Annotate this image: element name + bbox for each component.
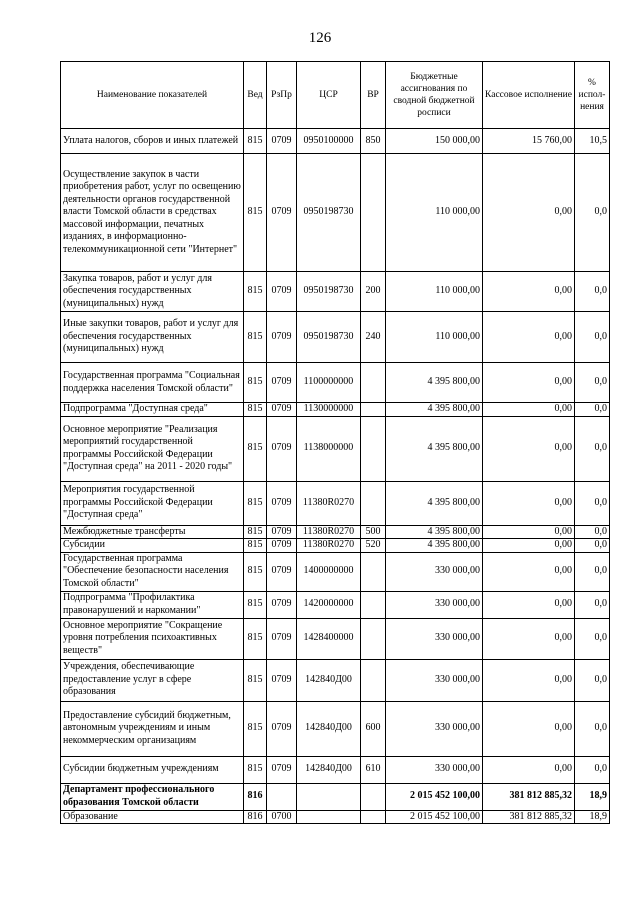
cell-plan: 330 000,00 [386, 618, 483, 659]
cell-fact: 0,00 [483, 701, 575, 756]
table-row [61, 810, 610, 824]
cell-fact: 0,00 [483, 403, 575, 417]
cell-ved: 815 [244, 481, 267, 525]
cell-rzpr: 0709 [267, 481, 297, 525]
cell-csr: 1130000000 [297, 403, 361, 417]
cell-rzpr: 0709 [267, 618, 297, 659]
cell-pct: 0,0 [575, 154, 610, 272]
cell-csr: 0950100000 [297, 129, 361, 154]
cell-pct: 0,0 [575, 618, 610, 659]
cell-csr: 1100000000 [297, 363, 361, 403]
cell-rzpr: 0709 [267, 659, 297, 701]
cell-csr: 11380R0270 [297, 539, 361, 553]
cell-vr [361, 403, 386, 417]
cell-fact: 0,00 [483, 552, 575, 591]
cell-vr: 240 [361, 312, 386, 363]
table-row [61, 154, 610, 272]
cell-name: Уплата налогов, сборов и иных платежей [61, 129, 244, 154]
cell-vr [361, 810, 386, 824]
cell-plan: 110 000,00 [386, 154, 483, 272]
cell-rzpr: 0709 [267, 403, 297, 417]
cell-fact: 381 812 885,32 [483, 783, 575, 810]
cell-pct: 0,0 [575, 481, 610, 525]
header-vr: ВР [361, 62, 386, 129]
header-csr: ЦСР [297, 62, 361, 129]
cell-pct: 10,5 [575, 129, 610, 154]
cell-ved: 816 [244, 783, 267, 810]
cell-plan: 4 395 800,00 [386, 481, 483, 525]
cell-ved: 815 [244, 552, 267, 591]
cell-plan: 4 395 800,00 [386, 403, 483, 417]
table-row [61, 539, 610, 553]
cell-rzpr: 0709 [267, 539, 297, 553]
cell-ved: 815 [244, 416, 267, 481]
cell-rzpr: 0709 [267, 363, 297, 403]
cell-name: Основное мероприятие "Реализация мероприятий государственной программы Российской Федерации "Доступная среда" на 2011 - 2020 годы" [61, 416, 244, 481]
cell-ved: 815 [244, 701, 267, 756]
cell-vr [361, 783, 386, 810]
table-row [61, 618, 610, 659]
cell-fact: 0,00 [483, 618, 575, 659]
table-row [61, 783, 610, 810]
table-row [61, 416, 610, 481]
cell-name: Субсидии [61, 539, 244, 553]
cell-plan: 330 000,00 [386, 552, 483, 591]
cell-ved: 815 [244, 129, 267, 154]
cell-pct: 0,0 [575, 416, 610, 481]
header-ved: Вед [244, 62, 267, 129]
table-row [61, 481, 610, 525]
cell-plan: 2 015 452 100,00 [386, 810, 483, 824]
cell-rzpr: 0709 [267, 701, 297, 756]
cell-fact: 0,00 [483, 363, 575, 403]
budget-execution-table [60, 61, 610, 824]
cell-csr [297, 810, 361, 824]
cell-plan: 330 000,00 [386, 659, 483, 701]
cell-plan: 4 395 800,00 [386, 363, 483, 403]
cell-vr [361, 416, 386, 481]
cell-csr: 142840Д00 [297, 701, 361, 756]
cell-name: Основное мероприятие "Сокращение уровня потребления психоактивных веществ" [61, 618, 244, 659]
cell-rzpr: 0709 [267, 129, 297, 154]
cell-ved: 815 [244, 756, 267, 783]
cell-pct: 18,9 [575, 810, 610, 824]
cell-rzpr: 0709 [267, 416, 297, 481]
cell-pct: 0,0 [575, 272, 610, 312]
cell-pct: 0,0 [575, 312, 610, 363]
cell-fact: 0,00 [483, 756, 575, 783]
cell-ved: 815 [244, 539, 267, 553]
cell-pct: 0,0 [575, 659, 610, 701]
cell-plan: 2 015 452 100,00 [386, 783, 483, 810]
cell-fact: 15 760,00 [483, 129, 575, 154]
cell-pct: 18,9 [575, 783, 610, 810]
cell-csr: 1138000000 [297, 416, 361, 481]
cell-vr: 200 [361, 272, 386, 312]
cell-name: Предоставление субсидий бюджетным, автономным учреждениям и иным некоммерческим организациям [61, 701, 244, 756]
cell-plan: 330 000,00 [386, 591, 483, 618]
cell-plan: 4 395 800,00 [386, 416, 483, 481]
table-row [61, 403, 610, 417]
cell-name: Субсидии бюджетным учреждениям [61, 756, 244, 783]
cell-pct: 0,0 [575, 756, 610, 783]
header-pct: % испол-нения [575, 62, 610, 129]
cell-rzpr [267, 783, 297, 810]
cell-fact: 0,00 [483, 416, 575, 481]
cell-name: Мероприятия государственной программы Российской Федерации "Доступная среда" [61, 481, 244, 525]
cell-plan: 110 000,00 [386, 312, 483, 363]
cell-vr [361, 481, 386, 525]
cell-ved: 816 [244, 810, 267, 824]
header-plan: Бюджетные ассигнования по сводной бюджетной росписи [386, 62, 483, 129]
cell-vr: 600 [361, 701, 386, 756]
cell-rzpr: 0709 [267, 525, 297, 539]
cell-pct: 0,0 [575, 591, 610, 618]
cell-ved: 815 [244, 591, 267, 618]
cell-csr: 142840Д00 [297, 659, 361, 701]
cell-plan: 330 000,00 [386, 756, 483, 783]
cell-csr: 0950198730 [297, 154, 361, 272]
cell-name: Подпрограмма "Доступная среда" [61, 403, 244, 417]
cell-csr: 0950198730 [297, 272, 361, 312]
table-row [61, 552, 610, 591]
cell-name: Образование [61, 810, 244, 824]
cell-pct: 0,0 [575, 363, 610, 403]
cell-name: Государственная программа "Обеспечение безопасности населения Томской области" [61, 552, 244, 591]
cell-csr: 142840Д00 [297, 756, 361, 783]
cell-csr: 11380R0270 [297, 481, 361, 525]
header-name: Наименование показателей [61, 62, 244, 129]
header-fact: Кассовое исполнение [483, 62, 575, 129]
cell-plan: 150 000,00 [386, 129, 483, 154]
cell-rzpr: 0700 [267, 810, 297, 824]
cell-name: Учреждения, обеспечивающие предоставление услуг в сфере образования [61, 659, 244, 701]
table-row [61, 312, 610, 363]
table-row [61, 659, 610, 701]
cell-pct: 0,0 [575, 701, 610, 756]
cell-rzpr: 0709 [267, 591, 297, 618]
cell-fact: 381 812 885,32 [483, 810, 575, 824]
table-row [61, 129, 610, 154]
table-row [61, 701, 610, 756]
cell-ved: 815 [244, 403, 267, 417]
table-header-row [61, 62, 610, 129]
cell-ved: 815 [244, 154, 267, 272]
table-row [61, 272, 610, 312]
cell-vr: 850 [361, 129, 386, 154]
page-number: 126 [308, 30, 332, 46]
cell-ved: 815 [244, 659, 267, 701]
cell-vr [361, 618, 386, 659]
cell-vr [361, 363, 386, 403]
cell-fact: 0,00 [483, 659, 575, 701]
cell-name: Иные закупки товаров, работ и услуг для обеспечения государственных (муниципальных) нужд [61, 312, 244, 363]
cell-fact: 0,00 [483, 591, 575, 618]
cell-name: Департамент профессионального образования Томской области [61, 783, 244, 810]
cell-vr [361, 659, 386, 701]
cell-vr [361, 552, 386, 591]
cell-name: Осуществление закупок в части приобретения работ, услуг по освещению деятельности органов государственной власти Томской области в средствах массовой информации, печатных изданиях, в информационно-телекоммуникационной сети "Интернет" [61, 154, 244, 272]
table-row [61, 756, 610, 783]
cell-csr [297, 783, 361, 810]
cell-pct: 0,0 [575, 552, 610, 591]
cell-csr: 1420000000 [297, 591, 361, 618]
cell-fact: 0,00 [483, 525, 575, 539]
cell-name: Подпрограмма "Профилактика правонарушений и наркомании" [61, 591, 244, 618]
cell-ved: 815 [244, 525, 267, 539]
cell-rzpr: 0709 [267, 756, 297, 783]
cell-fact: 0,00 [483, 154, 575, 272]
cell-plan: 4 395 800,00 [386, 539, 483, 553]
cell-rzpr: 0709 [267, 312, 297, 363]
cell-csr: 11380R0270 [297, 525, 361, 539]
cell-csr: 1400000000 [297, 552, 361, 591]
cell-rzpr: 0709 [267, 154, 297, 272]
cell-plan: 4 395 800,00 [386, 525, 483, 539]
cell-rzpr: 0709 [267, 552, 297, 591]
cell-vr [361, 591, 386, 618]
cell-name: Межбюджетные трансферты [61, 525, 244, 539]
cell-csr: 0950198730 [297, 312, 361, 363]
cell-rzpr: 0709 [267, 272, 297, 312]
cell-csr: 1428400000 [297, 618, 361, 659]
cell-fact: 0,00 [483, 481, 575, 525]
cell-fact: 0,00 [483, 539, 575, 553]
cell-name: Закупка товаров, работ и услуг для обеспечения государственных (муниципальных) нужд [61, 272, 244, 312]
cell-vr [361, 154, 386, 272]
cell-plan: 110 000,00 [386, 272, 483, 312]
table-row [61, 591, 610, 618]
cell-ved: 815 [244, 363, 267, 403]
table-row [61, 363, 610, 403]
cell-ved: 815 [244, 312, 267, 363]
cell-pct: 0,0 [575, 525, 610, 539]
cell-name: Государственная программа "Социальная поддержка населения Томской области" [61, 363, 244, 403]
cell-vr: 500 [361, 525, 386, 539]
cell-pct: 0,0 [575, 403, 610, 417]
header-rzpr: РзПр [267, 62, 297, 129]
cell-fact: 0,00 [483, 272, 575, 312]
cell-plan: 330 000,00 [386, 701, 483, 756]
table-row [61, 525, 610, 539]
cell-fact: 0,00 [483, 312, 575, 363]
cell-vr: 520 [361, 539, 386, 553]
cell-ved: 815 [244, 618, 267, 659]
cell-pct: 0,0 [575, 539, 610, 553]
cell-vr: 610 [361, 756, 386, 783]
cell-ved: 815 [244, 272, 267, 312]
